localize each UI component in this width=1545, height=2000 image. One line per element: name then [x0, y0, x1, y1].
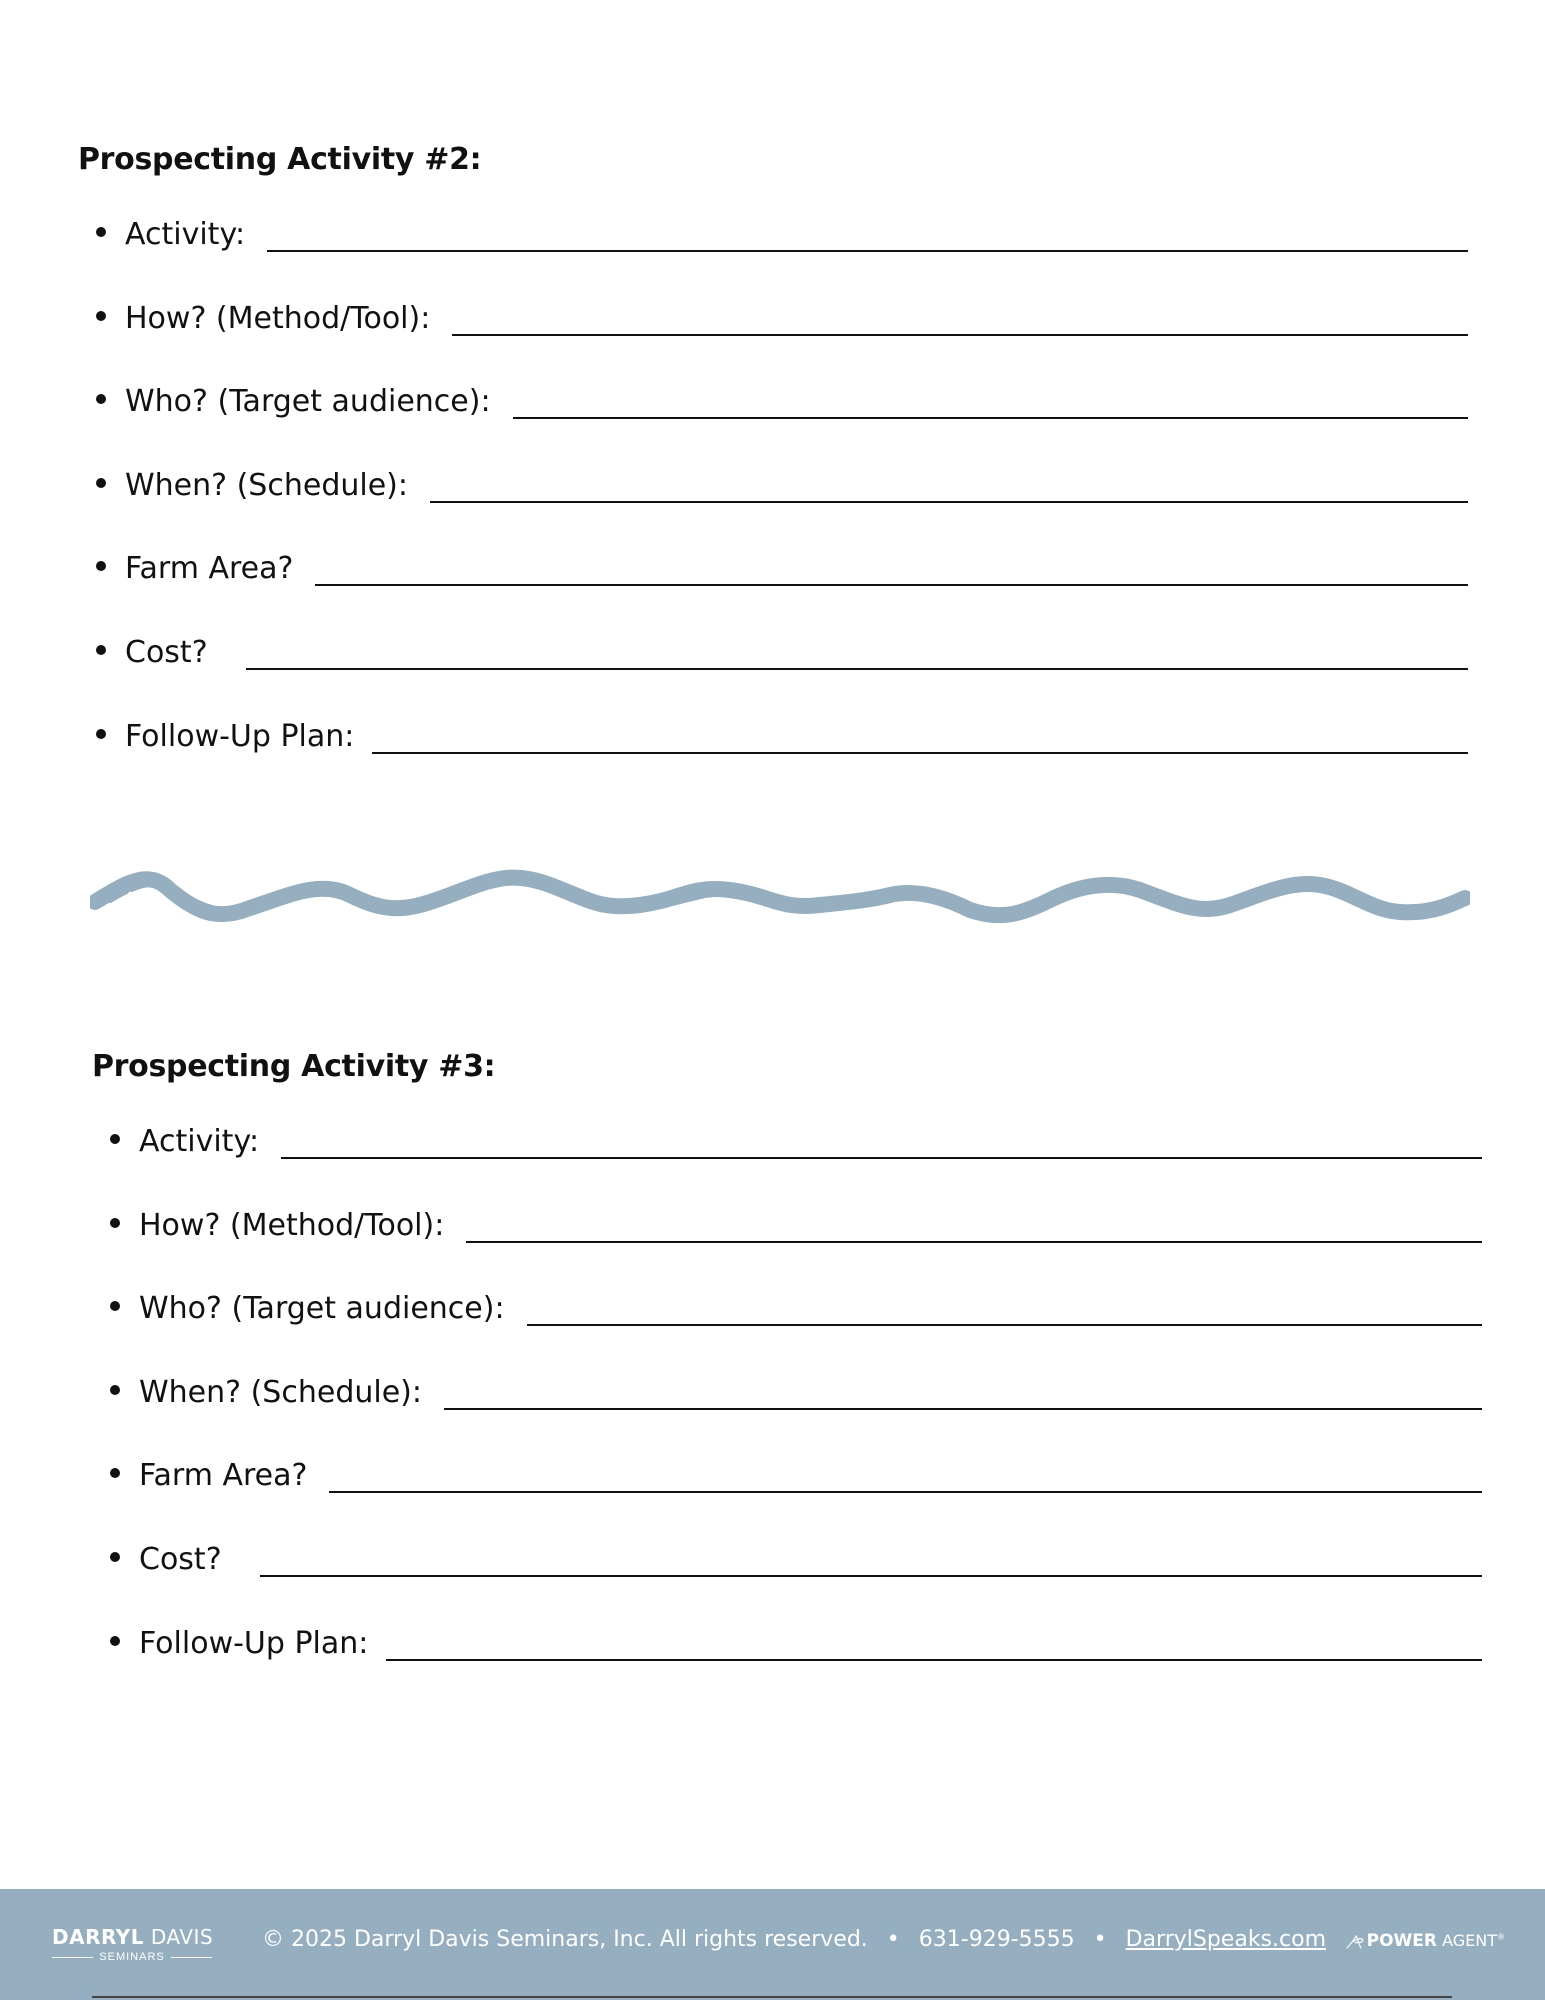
- field-row-follow-up: [92, 1593, 1482, 1677]
- follow-up-blank-line[interactable]: [386, 1659, 1482, 1661]
- bullet-icon: [96, 561, 106, 571]
- when-blank-line[interactable]: [430, 501, 1468, 503]
- field-label: How? (Method/Tool):: [139, 1207, 445, 1243]
- field-label: Follow-Up Plan:: [125, 718, 355, 754]
- bullet-icon: [110, 1552, 120, 1562]
- bullet-icon: [110, 1218, 120, 1228]
- field-label: Farm Area?: [125, 551, 294, 587]
- bullet-icon: [96, 311, 106, 321]
- follow-up-blank-line[interactable]: [372, 752, 1468, 754]
- prospecting-activity-3: [92, 1047, 1482, 1677]
- who-blank-line[interactable]: [513, 417, 1468, 419]
- footer: [0, 1889, 1545, 2000]
- field-row-when: [92, 1342, 1482, 1426]
- field-label: Who? (Target audience):: [125, 384, 491, 420]
- field-row-how: [78, 268, 1468, 352]
- field-label: Activity:: [139, 1124, 260, 1159]
- field-label: When? (Schedule):: [139, 1374, 422, 1410]
- field-list: [78, 218, 1468, 770]
- logo-agent: AGENT: [1442, 1931, 1497, 1950]
- bullet-icon: [110, 1636, 120, 1646]
- registered-mark: ®: [1497, 1932, 1505, 1942]
- footer-text: [262, 1927, 1326, 1952]
- field-label: Cost?: [125, 634, 208, 670]
- field-row-who: [78, 352, 1468, 436]
- field-label: Who? (Target audience):: [139, 1291, 505, 1327]
- bullet-icon: [110, 1301, 120, 1311]
- who-blank-line[interactable]: [527, 1324, 1482, 1326]
- website-link[interactable]: DarrylSpeaks.com: [1125, 1927, 1326, 1952]
- field-label: How? (Method/Tool):: [125, 300, 431, 336]
- activity-blank-line[interactable]: [281, 1157, 1482, 1159]
- bullet-icon: [96, 478, 106, 488]
- logo-power: POWER: [1366, 1931, 1437, 1951]
- cost-blank-line[interactable]: [260, 1575, 1482, 1577]
- how-blank-line[interactable]: [452, 334, 1468, 336]
- field-list: [92, 1125, 1482, 1677]
- field-row-cost: [78, 602, 1468, 686]
- farm-area-blank-line[interactable]: [329, 1491, 1482, 1493]
- field-label: Farm Area?: [139, 1458, 308, 1494]
- activity-blank-line[interactable]: [267, 250, 1468, 252]
- logo-subtitle: SEMINARS: [99, 1951, 165, 1963]
- logo-last-name: DAVIS: [150, 1925, 214, 1949]
- field-row-farm-area: [92, 1426, 1482, 1510]
- field-row-cost: [92, 1509, 1482, 1593]
- field-row-when: [78, 435, 1468, 519]
- field-label: Follow-Up Plan:: [139, 1625, 369, 1661]
- prospecting-activity-2: [78, 140, 1468, 770]
- logo-rule: [52, 1957, 93, 1958]
- bullet-icon: [110, 1468, 120, 1478]
- logo-rule: [171, 1957, 212, 1958]
- field-row-activity: [78, 218, 1468, 268]
- brush-stroke-wave-divider: [90, 860, 1470, 940]
- field-label: When? (Schedule):: [125, 467, 408, 503]
- bottom-rule: [92, 1996, 1452, 1998]
- separator-dot: •: [886, 1927, 900, 1952]
- field-label: Cost?: [139, 1541, 222, 1577]
- how-blank-line[interactable]: [466, 1241, 1482, 1243]
- bullet-icon: [96, 645, 106, 655]
- bullet-icon: [96, 729, 106, 739]
- field-row-activity: [92, 1125, 1482, 1175]
- field-row-who: [92, 1259, 1482, 1343]
- power-agent-logo-icon: [1345, 1922, 1365, 1960]
- field-row-how: [92, 1175, 1482, 1259]
- cost-blank-line[interactable]: [246, 668, 1468, 670]
- field-label: Activity:: [125, 217, 246, 252]
- section-title: Prospecting Activity #3:: [92, 1049, 496, 1084]
- field-row-follow-up: [78, 686, 1468, 770]
- separator-dot: •: [1093, 1927, 1107, 1952]
- bullet-icon: [96, 394, 106, 404]
- logo-first-name: DARRYL: [52, 1925, 145, 1949]
- power-agent-logo: [1345, 1919, 1505, 1963]
- field-row-farm-area: [78, 519, 1468, 603]
- phone-number: 631-929-5555: [918, 1927, 1075, 1952]
- section-title: Prospecting Activity #2:: [78, 142, 482, 177]
- farm-area-blank-line[interactable]: [315, 584, 1468, 586]
- bullet-icon: [110, 1385, 120, 1395]
- bullet-icon: [96, 227, 106, 237]
- darryl-davis-seminars-logo: [52, 1925, 212, 1965]
- when-blank-line[interactable]: [444, 1408, 1482, 1410]
- bullet-icon: [110, 1134, 120, 1144]
- copyright-text: © 2025 Darryl Davis Seminars, Inc. All rights reserved.: [262, 1927, 868, 1952]
